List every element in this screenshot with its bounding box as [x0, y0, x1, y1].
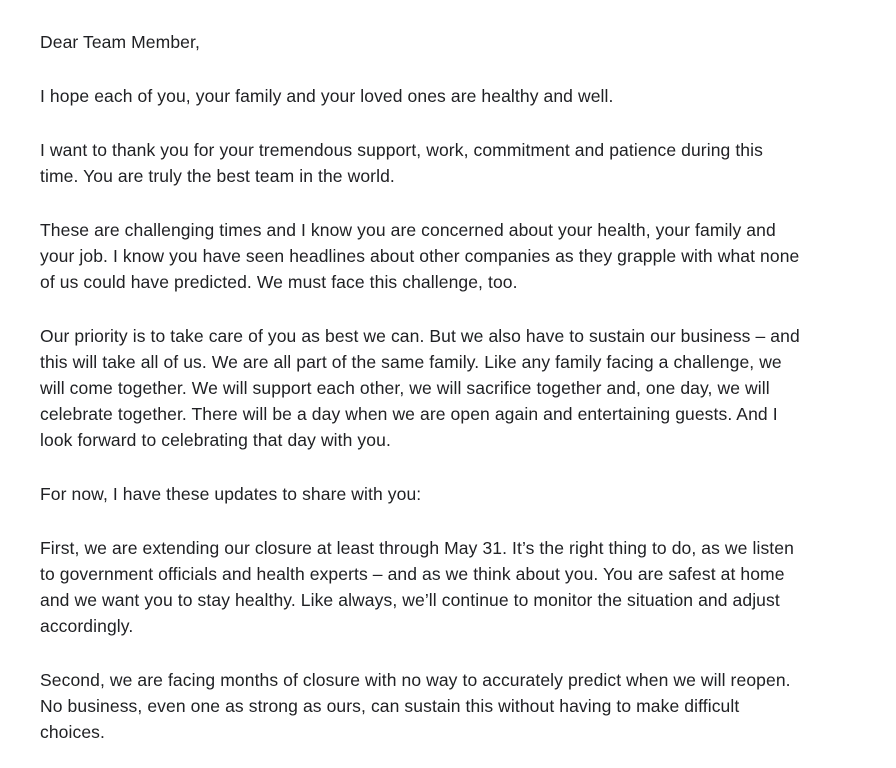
letter-line: Second, we are facing months of closure with no way to accurately predict when we will reopen.	[40, 670, 791, 690]
letter-line: time. You are truly the best team in the world.	[40, 166, 395, 186]
letter-paragraph	[40, 83, 856, 109]
letter-line: and we want you to stay healthy. Like always, we’ll continue to monitor the situation and adjust	[40, 590, 780, 610]
letter-line: this will take all of us. We are all part of the same family. Like any family facing a challenge, we	[40, 352, 782, 372]
letter-line: will come together. We will support each other, we will sacrifice together and, one day, we will	[40, 378, 770, 398]
letter-line: choices.	[40, 722, 105, 742]
letter-paragraph	[40, 29, 856, 55]
letter-line: accordingly.	[40, 616, 134, 636]
letter-line: to government officials and health experts – and as we think about you. You are safest at home	[40, 564, 785, 584]
letter-paragraph	[40, 481, 856, 507]
letter-paragraph	[40, 535, 856, 639]
letter-line: celebrate together. There will be a day when we are open again and entertaining guests. And I	[40, 404, 778, 424]
letter-paragraph	[40, 323, 856, 453]
letter-paragraph	[40, 137, 856, 189]
letter-paragraph	[40, 217, 856, 295]
letter-line: Dear Team Member,	[40, 32, 200, 52]
letter-line: your job. I know you have seen headlines about other companies as they grapple with what none	[40, 246, 800, 266]
letter-paragraph	[40, 667, 856, 745]
letter-line: I want to thank you for your tremendous support, work, commitment and patience during this	[40, 140, 763, 160]
letter-line: of us could have predicted. We must face this challenge, too.	[40, 272, 518, 292]
letter-line: First, we are extending our closure at least through May 31. It’s the right thing to do, as we listen	[40, 538, 794, 558]
letter-line: Our priority is to take care of you as best we can. But we also have to sustain our business – and	[40, 326, 800, 346]
letter-line: No business, even one as strong as ours, can sustain this without having to make difficult	[40, 696, 740, 716]
letter-line: I hope each of you, your family and your loved ones are healthy and well.	[40, 86, 614, 106]
letter-line: look forward to celebrating that day with you.	[40, 430, 391, 450]
letter-line: These are challenging times and I know you are concerned about your health, your family and	[40, 220, 776, 240]
letter-line: For now, I have these updates to share with you:	[40, 484, 422, 504]
